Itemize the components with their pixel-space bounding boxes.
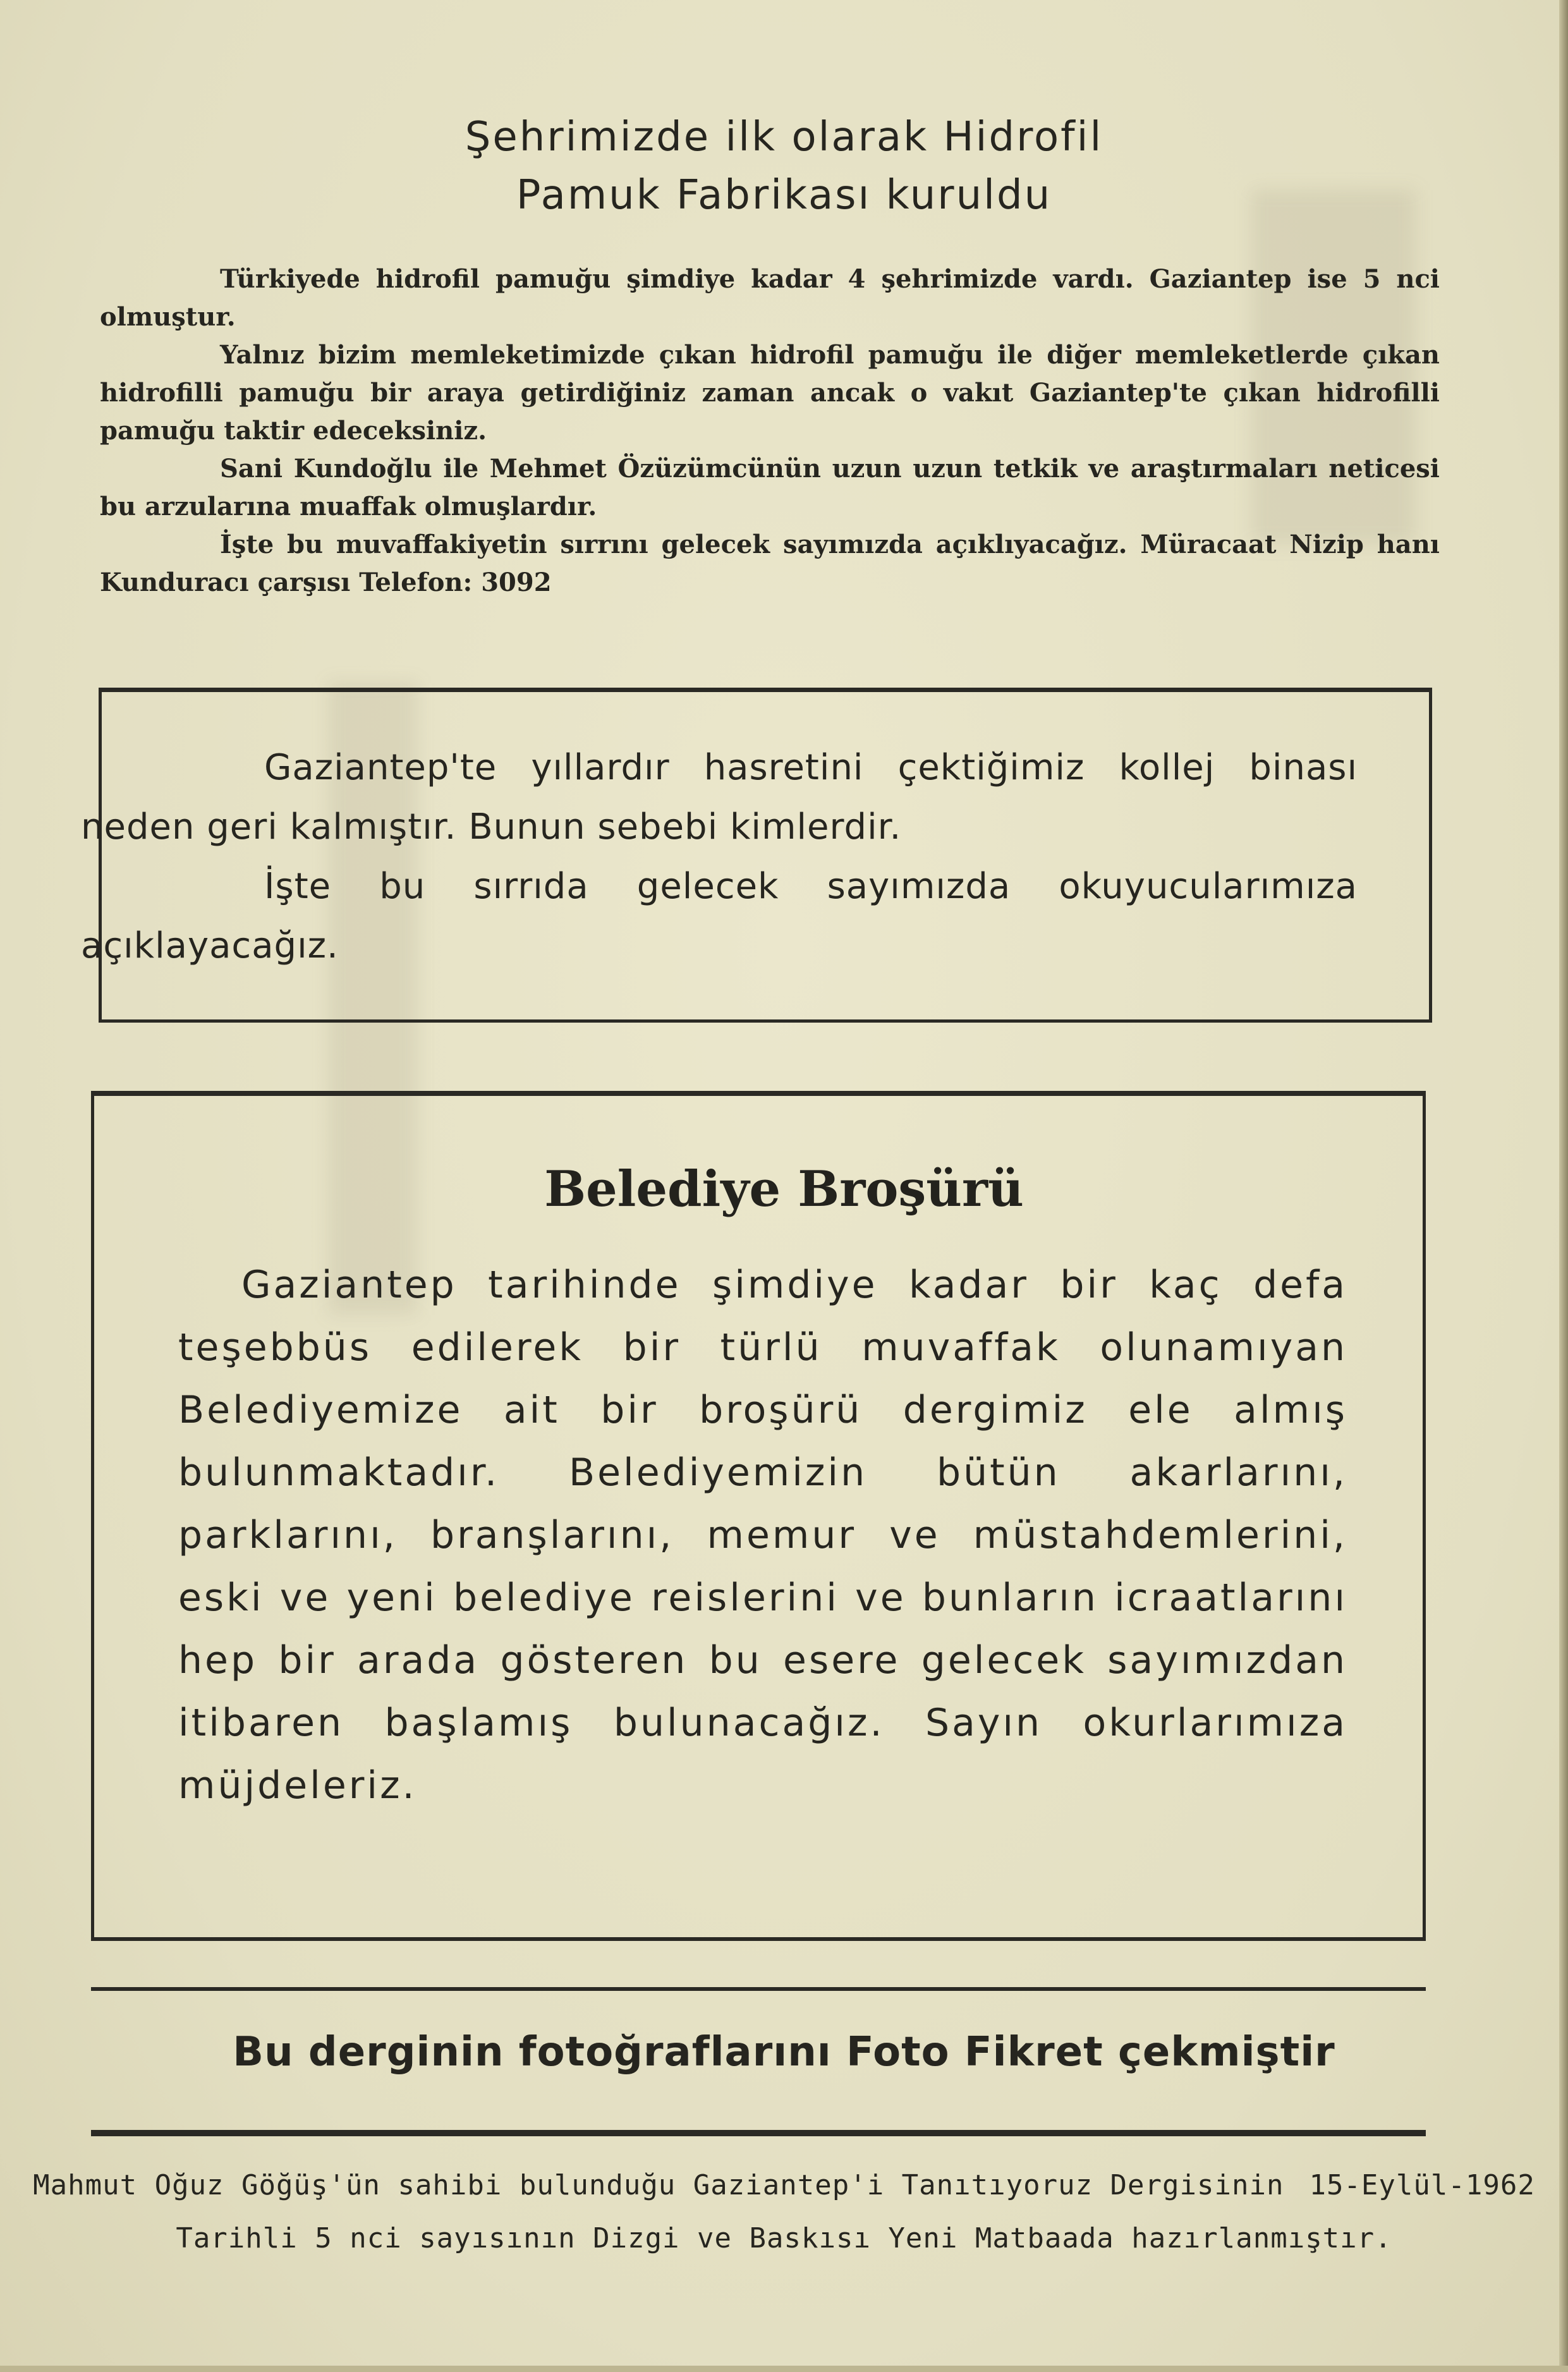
photo-credit: Bu derginin fotoğraflarını Foto Fikret çekmiştir — [233, 2029, 1335, 2076]
brochure-title: Belediye Broşürü — [544, 1160, 1024, 1218]
brochure-paragraph: Gaziantep tarihinde şimdiye kadar bir kaç defa teşebbüs edilerek bir türlü muvaffak olunamıyan Belediyemize ait bir broşürü dergimiz ele almış bulunmaktadır. Belediyemizin bütün akarlarını, parklarını, branşlarını, memur ve müstahdemlerini, eski ve yeni belediye reislerini ve bunların icraatlarını hep bir arada gösteren bu esere gelecek sayımızdan itibaren başlamış bulunacağız. Sayın okurlarımıza müjdeleriz. — [178, 1263, 1347, 1808]
page-edge-bottom — [0, 2366, 1568, 2372]
article-paragraph: Sani Kundoğlu ile Mehmet Özüzümcünün uzun uzun tetkik ve araştırmaları neticesi bu arzularına muaffak olmuşlardır. — [100, 454, 1440, 521]
article-paragraph: Yalnız bizim memleketimizde çıkan hidrofil pamuğu ile diğer memleketlerde çıkan hidrofilli pamuğu bir araya getirdiğiniz zaman ancak o vakıt Gaziantep'te çıkan hidrofilli pamuğu taktir edeceksiniz. — [100, 340, 1440, 446]
college-notice-text — [81, 738, 1358, 976]
brochure-text — [178, 1254, 1347, 1817]
article-paragraph: İşte bu muvaffakiyetin sırrını gelecek sayımızda açıklıyacağız. Müracaat Nizip hanı Kunduracı çarşısı Telefon: 3092 — [100, 530, 1440, 597]
article-title-line2: Pamuk Fabrikası kuruldu — [516, 172, 1052, 219]
article-paragraph: Türkiyede hidrofil pamuğu şimdiye kadar 4 şehrimizde vardı. Gaziantep ise 5 nci olmuştur. — [100, 264, 1440, 332]
college-notice-paragraph: Gaziantep'te yıllardır hasretini çektiğimiz kollej binası neden geri kalmıştır. Bunun sebebi kimlerdir. — [81, 747, 1358, 848]
article-title-line1: Şehrimizde ilk olarak Hidrofil — [465, 114, 1103, 161]
article-body — [100, 260, 1440, 602]
colophon-text: Mahmut Oğuz Göğüş'ün sahibi bulunduğu Gaziantep'i Tanıtıyoruz Dergisinin — [33, 2169, 1284, 2201]
colophon-line1 — [0, 2169, 1568, 2201]
divider-bottom — [91, 2130, 1426, 2136]
colophon-line2: Tarihli 5 nci sayısının Dizgi ve Baskısı Yeni Matbaada hazırlanmıştır. — [176, 2222, 1392, 2254]
divider-top — [91, 1987, 1426, 1991]
college-notice-paragraph: İşte bu sırrıda gelecek sayımızda okuyucularımıza açıklayacağız. — [81, 866, 1358, 966]
colophon-date: 15-Eylül-1962 — [1309, 2169, 1535, 2201]
